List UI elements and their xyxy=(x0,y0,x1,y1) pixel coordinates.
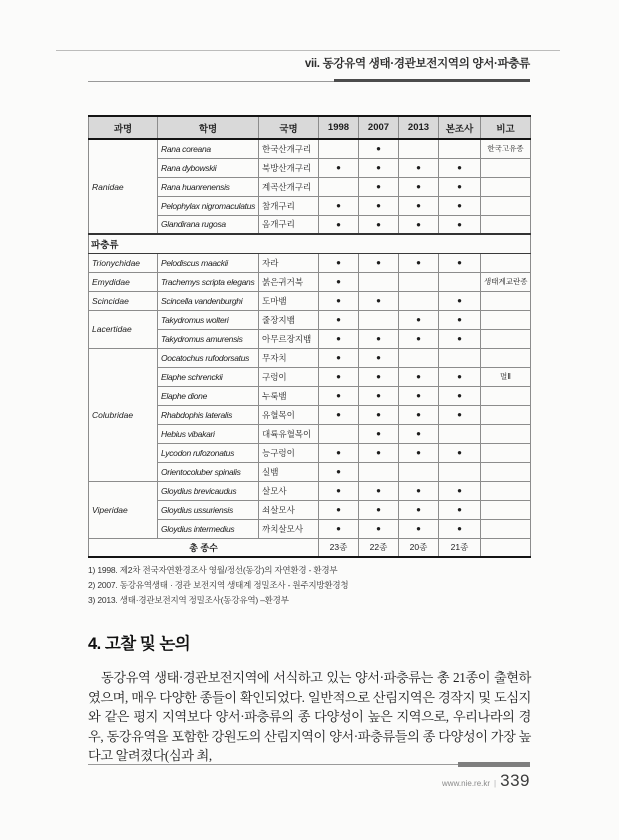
family-name: Viperidae xyxy=(89,481,158,538)
presence-dot: ● xyxy=(399,158,439,177)
remark-cell xyxy=(481,481,531,500)
remark-cell xyxy=(481,348,531,367)
col-header-remarks: 비고 xyxy=(481,116,531,139)
presence-dot: ● xyxy=(439,367,481,386)
presence-dot: ● xyxy=(399,424,439,443)
scientific-name: Rana huanrenensis xyxy=(158,177,259,196)
presence-dot: ● xyxy=(359,215,399,234)
korean-name: 살모사 xyxy=(259,481,319,500)
presence-empty xyxy=(319,139,359,158)
presence-dot: ● xyxy=(359,367,399,386)
presence-dot: ● xyxy=(439,196,481,215)
presence-dot: ● xyxy=(439,215,481,234)
remark-cell xyxy=(481,291,531,310)
presence-dot: ● xyxy=(319,272,359,291)
presence-dot: ● xyxy=(399,443,439,462)
korean-name: 누룩뱀 xyxy=(259,386,319,405)
remark-cell xyxy=(481,196,531,215)
scientific-name: Gloydius brevicaudus xyxy=(158,481,259,500)
page-header-title: vii. 동강유역 생태·경관보전지역의 양서·파충류 xyxy=(304,58,530,70)
korean-name: 줄장지뱀 xyxy=(259,310,319,329)
presence-empty xyxy=(399,462,439,481)
presence-empty xyxy=(359,462,399,481)
footnote-3: 3) 2013. 생태·경관보전지역 정밀조사(동강유역) –환경부 xyxy=(88,595,289,605)
presence-dot: ● xyxy=(399,367,439,386)
remark-cell xyxy=(481,500,531,519)
header-rule xyxy=(88,79,530,82)
presence-dot: ● xyxy=(399,500,439,519)
remark-cell: 한국고유종 xyxy=(481,139,531,158)
presence-dot: ● xyxy=(359,348,399,367)
table-footnotes xyxy=(88,563,530,608)
species-row xyxy=(89,291,531,310)
species-row xyxy=(89,310,531,329)
presence-empty xyxy=(399,348,439,367)
header-rule-thick xyxy=(334,79,530,82)
presence-dot: ● xyxy=(359,253,399,272)
presence-empty xyxy=(399,272,439,291)
presence-dot: ● xyxy=(439,291,481,310)
presence-empty xyxy=(439,272,481,291)
footer-site-url: www.nie.re.kr xyxy=(442,779,491,788)
remark-cell xyxy=(481,443,531,462)
scientific-name: Gloydius intermedius xyxy=(158,519,259,538)
presence-dot: ● xyxy=(359,443,399,462)
presence-empty xyxy=(439,462,481,481)
presence-dot: ● xyxy=(399,386,439,405)
scientific-name: Oocatochus rufodorsatus xyxy=(158,348,259,367)
scientific-name: Lycodon rufozonatus xyxy=(158,443,259,462)
footer-page-number: 339 xyxy=(500,771,530,790)
scientific-name: Elaphe schrenckii xyxy=(158,367,259,386)
remark-cell xyxy=(481,310,531,329)
discussion-paragraph: 동강유역 생태·경관보전지역에 서식하고 있는 양서·파충류는 총 21종이 출현하였으며, 매우 다양한 종들이 확인되었다. 일반적으로 산림지역은 경작지 및 도심지와 같은 평지 지역보다 양서·파충류의 종 다양성이 높은 지역으로, 우리나라의 경우, 동강유역을 포함한 강원도의 산림지역이 양서·파충류들의 종 다양성이 가장 높다고 알려졌다(심과 최, xyxy=(88,670,531,763)
species-row xyxy=(89,272,531,291)
remark-cell xyxy=(481,462,531,481)
scientific-name: Pelophylax nigromaculatus xyxy=(158,196,259,215)
scientific-name: Elaphe dione xyxy=(158,386,259,405)
presence-dot: ● xyxy=(399,177,439,196)
section-label: 파충류 xyxy=(89,234,531,253)
presence-dot: ● xyxy=(359,158,399,177)
species-row xyxy=(89,481,531,500)
total-count: 22종 xyxy=(359,538,399,557)
presence-dot: ● xyxy=(319,158,359,177)
remark-cell xyxy=(481,158,531,177)
col-header-family: 과명 xyxy=(89,116,158,139)
scientific-name: Glandirana rugosa xyxy=(158,215,259,234)
remark-cell xyxy=(481,386,531,405)
presence-dot: ● xyxy=(319,405,359,424)
footnote-2: 2) 2007. 동강유역생태 · 경관 보전지역 생태계 정밀조사 - 원주지방환경청 xyxy=(88,580,349,590)
presence-empty xyxy=(359,272,399,291)
species-table xyxy=(88,115,531,558)
presence-dot: ● xyxy=(319,386,359,405)
presence-dot: ● xyxy=(399,253,439,272)
remark-cell xyxy=(481,215,531,234)
total-count: 23종 xyxy=(319,538,359,557)
section-heading: 4. 고찰 및 논의 xyxy=(88,635,191,653)
presence-empty xyxy=(439,348,481,367)
remark-cell: 멸Ⅱ xyxy=(481,367,531,386)
total-count: 21종 xyxy=(439,538,481,557)
presence-dot: ● xyxy=(399,329,439,348)
presence-dot: ● xyxy=(359,405,399,424)
total-row xyxy=(89,538,531,557)
presence-dot: ● xyxy=(319,196,359,215)
scientific-name: Gloydius ussuriensis xyxy=(158,500,259,519)
korean-name: 자라 xyxy=(259,253,319,272)
scientific-name: Rana dybowskii xyxy=(158,158,259,177)
korean-name: 참개구리 xyxy=(259,196,319,215)
family-name: Trionychidae xyxy=(89,253,158,272)
presence-empty xyxy=(439,139,481,158)
presence-dot: ● xyxy=(359,424,399,443)
footer-rule xyxy=(88,762,530,767)
col-header-scientific-name: 학명 xyxy=(158,116,259,139)
korean-name: 옴개구리 xyxy=(259,215,319,234)
korean-name: 쇠살모사 xyxy=(259,500,319,519)
family-name: Lacertidae xyxy=(89,310,158,348)
scan-artifact-line xyxy=(56,50,560,51)
presence-dot: ● xyxy=(399,215,439,234)
remark-cell xyxy=(481,177,531,196)
presence-dot: ● xyxy=(319,215,359,234)
presence-dot: ● xyxy=(319,310,359,329)
scientific-name: Pelodiscus maackii xyxy=(158,253,259,272)
presence-dot: ● xyxy=(439,177,481,196)
remark-cell: 생태계교란종 xyxy=(481,272,531,291)
presence-dot: ● xyxy=(359,177,399,196)
presence-dot: ● xyxy=(439,386,481,405)
family-name: Ranidae xyxy=(89,139,158,234)
presence-empty xyxy=(319,177,359,196)
presence-dot: ● xyxy=(439,329,481,348)
presence-dot: ● xyxy=(319,443,359,462)
scientific-name: Orientocoluber spinalis xyxy=(158,462,259,481)
presence-dot: ● xyxy=(359,291,399,310)
korean-name: 계곡산개구리 xyxy=(259,177,319,196)
presence-dot: ● xyxy=(319,519,359,538)
korean-name: 아무르장지뱀 xyxy=(259,329,319,348)
family-name: Emydidae xyxy=(89,272,158,291)
presence-dot: ● xyxy=(319,253,359,272)
presence-empty xyxy=(439,424,481,443)
total-label: 총 종수 xyxy=(89,538,319,557)
remark-cell xyxy=(481,329,531,348)
presence-dot: ● xyxy=(319,462,359,481)
footnote-1: 1) 1998. 제2차 전국자연환경조사 영월/정선(동강)의 자연환경 - 환경부 xyxy=(88,565,338,575)
korean-name: 무자치 xyxy=(259,348,319,367)
presence-dot: ● xyxy=(359,500,399,519)
species-row xyxy=(89,253,531,272)
presence-empty xyxy=(399,139,439,158)
presence-dot: ● xyxy=(439,405,481,424)
presence-dot: ● xyxy=(439,158,481,177)
presence-dot: ● xyxy=(319,291,359,310)
presence-dot: ● xyxy=(439,519,481,538)
family-name: Scincidae xyxy=(89,291,158,310)
presence-dot: ● xyxy=(319,348,359,367)
scientific-name: Trachemys scripta elegans xyxy=(158,272,259,291)
korean-name: 도마뱀 xyxy=(259,291,319,310)
remark-cell xyxy=(481,253,531,272)
korean-name: 실뱀 xyxy=(259,462,319,481)
presence-dot: ● xyxy=(319,329,359,348)
korean-name: 능구렁이 xyxy=(259,443,319,462)
presence-dot: ● xyxy=(359,139,399,158)
presence-dot: ● xyxy=(399,481,439,500)
remark-cell xyxy=(481,424,531,443)
korean-name: 구렁이 xyxy=(259,367,319,386)
col-header-current-survey: 본조사 xyxy=(439,116,481,139)
presence-dot: ● xyxy=(319,367,359,386)
footer xyxy=(88,771,530,791)
korean-name: 유혈목이 xyxy=(259,405,319,424)
species-row xyxy=(89,139,531,158)
col-header-2007: 2007 xyxy=(359,116,399,139)
species-table-body xyxy=(89,139,531,557)
family-name: Colubridae xyxy=(89,348,158,481)
presence-dot: ● xyxy=(359,481,399,500)
presence-dot: ● xyxy=(399,196,439,215)
section-divider-row xyxy=(89,234,531,253)
korean-name: 까치살모사 xyxy=(259,519,319,538)
scientific-name: Hebius vibakari xyxy=(158,424,259,443)
table-header-row xyxy=(89,116,531,139)
presence-empty xyxy=(359,310,399,329)
species-row xyxy=(89,348,531,367)
presence-empty xyxy=(399,291,439,310)
presence-dot: ● xyxy=(399,405,439,424)
korean-name: 대륙유혈목이 xyxy=(259,424,319,443)
scientific-name: Takydromus wolteri xyxy=(158,310,259,329)
presence-dot: ● xyxy=(319,481,359,500)
scientific-name: Rhabdophis lateralis xyxy=(158,405,259,424)
scientific-name: Takydromus amurensis xyxy=(158,329,259,348)
korean-name: 북방산개구리 xyxy=(259,158,319,177)
remark-cell xyxy=(481,405,531,424)
col-header-korean-name: 국명 xyxy=(259,116,319,139)
presence-dot: ● xyxy=(399,310,439,329)
presence-dot: ● xyxy=(439,310,481,329)
korean-name: 한국산개구리 xyxy=(259,139,319,158)
presence-dot: ● xyxy=(439,500,481,519)
scientific-name: Rana coreana xyxy=(158,139,259,158)
col-header-1998: 1998 xyxy=(319,116,359,139)
presence-dot: ● xyxy=(399,519,439,538)
presence-dot: ● xyxy=(439,253,481,272)
presence-dot: ● xyxy=(439,481,481,500)
presence-dot: ● xyxy=(359,196,399,215)
total-count: 20종 xyxy=(399,538,439,557)
korean-name: 붉은귀거북 xyxy=(259,272,319,291)
footer-rule-thick xyxy=(458,762,530,767)
scientific-name: Scincella vandenburghi xyxy=(158,291,259,310)
footer-rule-thin xyxy=(88,764,490,765)
remark-cell xyxy=(481,519,531,538)
presence-dot: ● xyxy=(359,386,399,405)
footer-separator: | xyxy=(494,779,497,788)
col-header-2013: 2013 xyxy=(399,116,439,139)
total-note xyxy=(481,538,531,557)
presence-dot: ● xyxy=(359,519,399,538)
presence-empty xyxy=(319,424,359,443)
presence-dot: ● xyxy=(319,500,359,519)
presence-dot: ● xyxy=(439,443,481,462)
presence-dot: ● xyxy=(359,329,399,348)
